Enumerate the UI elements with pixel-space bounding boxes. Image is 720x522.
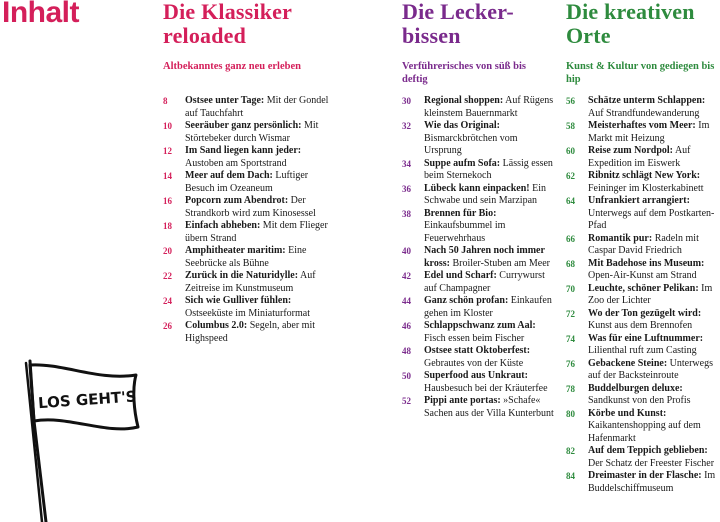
toc-entry (566, 233, 720, 258)
toc-entry-description: Feininger im Klosterkabinett (588, 182, 704, 194)
toc-entry-description: Unterwegs auf dem Postkarten-Pfad (588, 207, 715, 231)
toc-entry-description: Broiler-Stuben am Meer (452, 257, 550, 269)
toc-entry-title: Amphitheater maritim: (185, 245, 286, 256)
toc-page-number: 50 (402, 371, 411, 381)
toc-entry-text (424, 158, 554, 183)
toc-entry-description: Einkaufsbummel im Feuerwehrhaus (424, 220, 506, 244)
toc-page-number: 44 (402, 296, 411, 306)
toc-entry-description: Auf Zeitreise im Kunstmuseum (185, 270, 316, 294)
toc-page-number: 22 (163, 271, 172, 281)
toc-page-number: 38 (402, 208, 411, 219)
toc-entry (163, 195, 338, 220)
toc-entry-title: Meer auf dem Dach: (185, 170, 273, 181)
toc-entry (566, 445, 720, 470)
section-subtitle: Kunst & Kultur von gediegen bis hip (566, 61, 715, 85)
toc-entry-text (424, 370, 554, 395)
toc-entry-title: Columbus 2.0: (185, 320, 248, 331)
toc-entry-title: Wo der Ton gezügelt wird: (588, 307, 702, 319)
toc-entry-title: Zurück in die Naturidylle: (185, 270, 299, 281)
toc-entry-text (185, 95, 338, 120)
toc-page-number: 20 (163, 246, 172, 256)
toc-entry (566, 120, 720, 145)
toc-page-number: 10 (163, 121, 172, 131)
section-subtitle: Verführerisches von süß bis deftig (402, 61, 526, 85)
toc-entry-text (588, 445, 720, 470)
toc-entry (163, 245, 338, 270)
toc-entry-text (424, 183, 554, 208)
toc-entry-description: Kunst aus dem Brennofen (588, 320, 693, 331)
toc-page-number: 30 (402, 96, 411, 106)
toc-entry-description: Auf Expedition im Eiswerk (588, 145, 691, 169)
toc-entry-description: Currywurst auf Champagner (424, 270, 545, 294)
toc-entry-title: Im Sand liegen kann jeder: (185, 145, 302, 156)
toc-entry-title: Ostsee unter Tage: (185, 95, 265, 106)
toc-entry-text (424, 395, 554, 420)
toc-entry-text (185, 320, 338, 345)
toc-entry-title: Ganz schön profan: (424, 295, 509, 306)
toc-entry-description: Gebrautes von der Küste (424, 357, 524, 369)
toc-page-number: 72 (566, 308, 575, 319)
toc-page-number: 16 (163, 196, 172, 206)
toc-entry-text (424, 95, 554, 120)
toc-entry-description: Mit dem Flieger übern Strand (185, 220, 328, 244)
toc-entry (566, 95, 720, 120)
toc-entry-text (588, 383, 720, 408)
toc-entry-title: Mit Badehose ins Museum: (588, 257, 705, 269)
toc-entry-description: Im Markt mit Heizung (588, 120, 710, 144)
toc-entry-title: Suppe aufm Sofa: (424, 157, 501, 169)
section-kreative-orte (566, 0, 720, 494)
toc-entry (163, 120, 338, 145)
toc-page-number: 58 (566, 121, 575, 131)
toc-page-number: 36 (402, 183, 411, 194)
toc-entry (402, 395, 554, 420)
toc-entry-description: Luftiger Besuch im Ozeaneum (185, 170, 309, 194)
toc-entry-title: Einfach abheben: (185, 220, 261, 231)
toc-entry (402, 158, 554, 183)
toc-entry-description: Fisch essen beim Fischer (424, 332, 525, 344)
toc-entry-title: Romantik pur: (588, 232, 653, 244)
toc-entry-text (588, 145, 720, 170)
toc-entry-title: Körbe und Kunst: (588, 407, 667, 419)
toc-entry (566, 170, 720, 195)
toc-entry-description: Bismarckbrötchen vom Ursprung (424, 132, 518, 156)
toc-entry-description: Sandkunst von den Profis (588, 395, 691, 406)
toc-entry (566, 408, 720, 446)
toc-entry-description: Unterwegs auf der Backsteinroute (588, 357, 713, 381)
toc-entry-text (588, 283, 720, 308)
toc-list (163, 95, 338, 345)
toc-page-number: 82 (566, 446, 575, 456)
toc-entry-title: Reise zum Nordpol: (588, 145, 673, 156)
toc-entry (402, 120, 554, 158)
toc-page-number: 46 (402, 321, 411, 331)
toc-entry (566, 258, 720, 283)
toc-entry-title: Superfood aus Unkraut: (424, 370, 528, 381)
toc-list (402, 95, 554, 420)
toc-page-number: 14 (163, 171, 172, 181)
toc-page-number: 78 (566, 383, 575, 394)
toc-entry (566, 195, 720, 233)
toc-entry (163, 145, 338, 170)
toc-entry-title: Popcorn zum Abendrot: (185, 195, 289, 206)
toc-entry (566, 308, 720, 333)
toc-entry-description: Im Buddelschiffmuseum (588, 470, 716, 494)
toc-entry-title: Edel und Scharf: (424, 270, 497, 281)
toc-entry (163, 295, 338, 320)
toc-entry-title: Schätze unterm Schlappen: (588, 95, 706, 106)
toc-entry-title: Seeräuber ganz persönlich: (185, 120, 302, 131)
section-leckerbissen (402, 0, 554, 419)
toc-entry-title: Lübeck kann einpacken! (424, 182, 530, 194)
toc-page-number: 64 (566, 196, 575, 206)
section-title: Die Lecker-bissen (402, 0, 514, 48)
toc-entry (402, 245, 554, 270)
toc-entry-text (588, 258, 720, 283)
toc-entry (163, 170, 338, 195)
toc-entry-text (185, 170, 338, 195)
toc-page-number: 60 (566, 146, 575, 156)
toc-entry-text (185, 120, 338, 145)
toc-entry-description: Ein Schwabe und sein Marzipan (424, 182, 546, 206)
toc-entry (566, 383, 720, 408)
toc-entry (163, 320, 338, 345)
toc-entry (402, 208, 554, 246)
toc-entry-text (185, 145, 338, 170)
page-title: Inhalt (2, 0, 79, 29)
toc-entry-description: Lässig essen beim Sternekoch (424, 157, 553, 181)
toc-page-number: 68 (566, 258, 575, 269)
toc-entry-description: Eine Seebrücke als Bühne (185, 245, 307, 269)
toc-entry-text (185, 270, 338, 295)
toc-entry-description: Mit Störtebeker durch Wismar (185, 120, 319, 144)
toc-entry-text (424, 245, 554, 270)
toc-page-number: 56 (566, 96, 575, 106)
toc-entry (402, 270, 554, 295)
toc-list (566, 95, 720, 495)
toc-entry-description: Open-Air-Kunst am Strand (588, 270, 697, 281)
toc-entry (402, 295, 554, 320)
toc-entry-text (185, 245, 338, 270)
toc-entry-title: Unfrankiert arrangiert: (588, 195, 690, 206)
toc-entry (402, 370, 554, 395)
toc-entry-description: Kaikantenshopping auf dem Hafenmarkt (588, 420, 701, 444)
toc-entry-title: Nach 50 Jahren noch immer kross: (424, 245, 545, 269)
toc-entry-text (424, 208, 554, 246)
toc-entry (163, 220, 338, 245)
toc-entry-description: Auf Rügens kleinstem Bauernmarkt (424, 95, 554, 119)
toc-entry-title: Pippi ante portas: (424, 395, 501, 406)
toc-entry-text (588, 195, 720, 233)
toc-entry-text (424, 295, 554, 320)
toc-entry-description: Im Zoo der Lichter (588, 282, 713, 306)
toc-entry (402, 320, 554, 345)
toc-entry-title: Schlappschwanz zum Aal: (424, 320, 536, 331)
toc-entry (402, 183, 554, 208)
toc-page-number: 32 (402, 121, 411, 131)
toc-page-number: 80 (566, 408, 575, 419)
toc-entry-text (424, 270, 554, 295)
toc-page-number: 52 (402, 396, 411, 406)
toc-entry-title: Sich wie Gulliver fühlen: (185, 295, 292, 306)
toc-entry-title: Regional shoppen: (424, 95, 504, 106)
hand-drawn-flag-icon (8, 355, 148, 522)
toc-page-number: 48 (402, 346, 411, 356)
toc-entry-text (588, 120, 720, 145)
toc-page-number: 8 (163, 96, 168, 106)
toc-entry-title: Brennen für Bio: (424, 207, 497, 219)
toc-page-number: 12 (163, 146, 172, 156)
toc-entry-description: Lilienthal ruft zum Casting (588, 345, 697, 356)
toc-entry-title: Wie das Original: (424, 120, 500, 131)
toc-entry-title: Buddelburgen deluxe: (588, 382, 683, 394)
toc-page-number: 84 (566, 471, 575, 481)
toc-page-number: 70 (566, 283, 575, 294)
toc-entry-description: Mit der Gondel auf Tauchfahrt (185, 95, 329, 119)
toc-page-number: 76 (566, 358, 575, 369)
toc-entry-text (588, 333, 720, 358)
toc-entry-text (588, 470, 720, 495)
toc-page-number: 42 (402, 271, 411, 281)
toc-entry (402, 95, 554, 120)
toc-entry-description: Austoben am Sportstrand (185, 157, 287, 169)
toc-entry (163, 95, 338, 120)
toc-entry-title: Gebackene Steine: (588, 357, 668, 369)
toc-entry-title: Leuchte, schöner Pelikan: (588, 282, 699, 294)
toc-entry-title: Ribnitz schlägt New York: (588, 170, 701, 181)
toc-entry-description: Hausbesuch bei der Kräuterfee (424, 382, 548, 394)
toc-entry-description: Ostseeküste im Miniaturformat (185, 307, 310, 319)
flag-text: LOS GEHT'S (37, 387, 138, 413)
section-klassiker (163, 0, 338, 344)
toc-page-number: 62 (566, 171, 575, 181)
toc-entry-description: Auf Strandfundewanderung (588, 107, 700, 119)
section-title: Die kreativen Orte (566, 0, 695, 48)
toc-entry-text (185, 295, 338, 320)
toc-entry-description: Der Schatz der Freester Fischer (588, 457, 715, 469)
toc-page-number: 34 (402, 158, 411, 169)
toc-entry-title: Ostsee statt Oktoberfest: (424, 345, 531, 356)
toc-entry-text (424, 120, 554, 158)
toc-entry-title: Dreimaster in der Flasche: (588, 470, 702, 481)
toc-entry-text (588, 170, 720, 195)
toc-entry (566, 358, 720, 383)
toc-entry-title: Auf dem Teppich geblieben: (588, 445, 708, 456)
toc-entry-text (185, 195, 338, 220)
toc-entry-text (588, 308, 720, 333)
toc-entry-text (424, 345, 554, 370)
toc-entry (402, 345, 554, 370)
section-title: Die Klassiker reloaded (163, 0, 292, 48)
toc-entry-description: Der Strandkorb wird zum Kinosessel (185, 195, 316, 219)
toc-entry (566, 283, 720, 308)
toc-entry-text (588, 95, 720, 120)
toc-entry-text (424, 320, 554, 345)
toc-entry (566, 470, 720, 495)
toc-page-number: 40 (402, 246, 411, 256)
toc-entry-description: »Schafe« Sachen aus der Villa Kunterbunt (424, 395, 554, 419)
toc-entry-description: Radeln mit Caspar David Friedrich (588, 232, 699, 256)
toc-entry-title: Was für eine Luftnummer: (588, 332, 704, 344)
toc-entry-description: Segeln, aber mit Highspeed (185, 320, 316, 344)
toc-page-number: 66 (566, 233, 575, 244)
toc-page-number: 24 (163, 296, 172, 306)
toc-entry-text (588, 358, 720, 383)
toc-entry-text (588, 233, 720, 258)
toc-page-number: 18 (163, 221, 172, 231)
toc-entry (163, 270, 338, 295)
toc-entry (566, 145, 720, 170)
toc-entry-description: Einkaufen gehen im Kloster (424, 295, 552, 319)
toc-page-number: 26 (163, 321, 172, 331)
toc-entry-title: Meisterhaftes vom Meer: (588, 120, 696, 131)
section-subtitle: Altbekanntes ganz neu erleben (163, 61, 301, 72)
toc-entry-text (588, 408, 720, 446)
toc-entry (566, 333, 720, 358)
toc-entry-text (185, 220, 338, 245)
toc-page-number: 74 (566, 333, 575, 344)
